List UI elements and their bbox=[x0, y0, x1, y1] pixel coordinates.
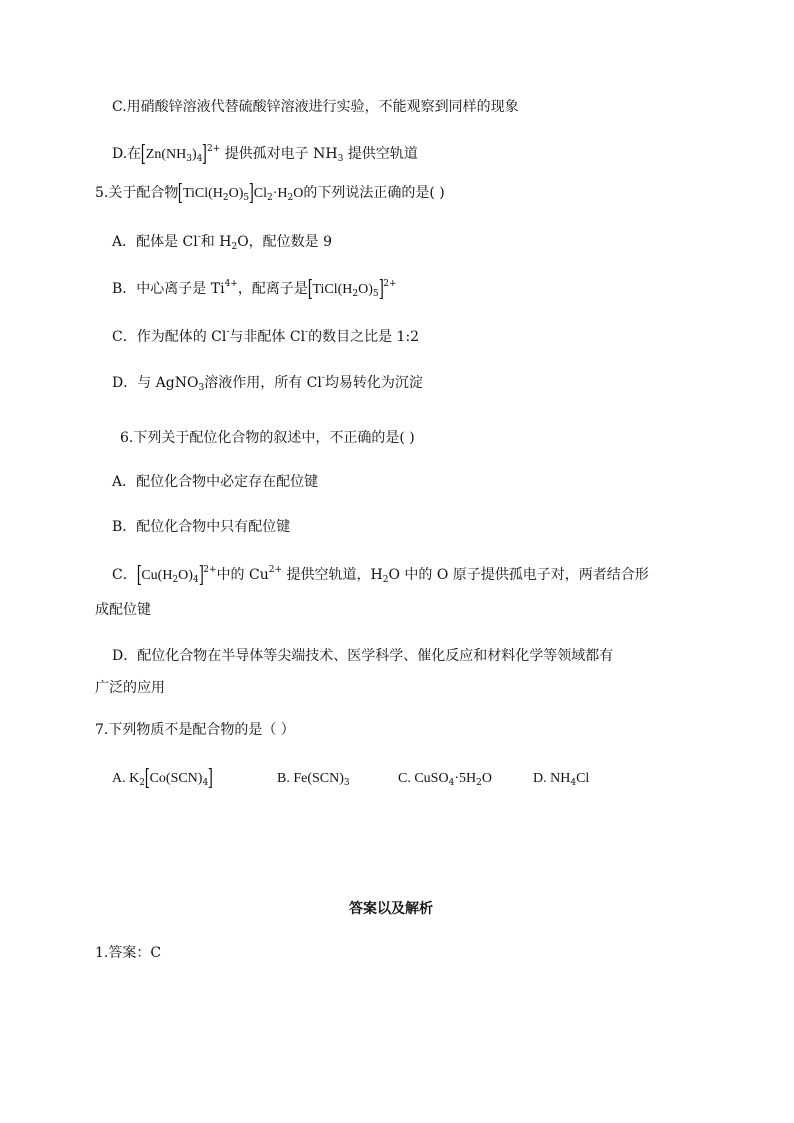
q7-option-c: C. $CuSO_4\cdot 5H_2O$ bbox=[398, 771, 492, 788]
q6-option-c: C．$[Cu(H_2O)_4]^{2+}$中的 $Cu^{2+}$ 提供空轨道，$H_2O$ 中的 O 原子提供孤电子对，两者结合形 bbox=[112, 563, 649, 588]
q7-stem: 7.下列物质不是配合物的是（ ） bbox=[95, 722, 295, 738]
q6-stem: 6.下列关于配位化合物的叙述中，不正确的是( ) bbox=[120, 430, 415, 446]
q6-option-b: B．配位化合物中只有配位键 bbox=[112, 519, 291, 535]
q5-option-b: B．中心离子是 $Ti^{4+}$，配离子是$[TiCl(H_2O)_5]^{2+}$ bbox=[112, 277, 397, 302]
q5-option-c: C．作为配体的 Cl-与非配体 Cl-的数目之比是 1:2 bbox=[112, 327, 420, 345]
q7-option-b: B. $Fe(SCN)_3$ bbox=[277, 771, 350, 788]
q5-stem: 5.关于配合物$[TiCl(H_2O)_5]Cl_2\cdot H_2O$的下列说法正确的是( ) bbox=[95, 181, 445, 206]
answers-heading: 答案以及解析 bbox=[349, 901, 433, 917]
q4-option-c: C.用硝酸锌溶液代替硫酸锌溶液进行实验，不能观察到同样的现象 bbox=[112, 99, 519, 115]
q7-option-d: D. $NH_4Cl$ bbox=[533, 771, 590, 788]
q7-option-a: A. $K_2[Co(SCN)_4]$ bbox=[112, 766, 214, 791]
q6-option-d: D．配位化合物在半导体等尖端技术、医学科学、催化反应和材料化学等领域都有 bbox=[112, 648, 614, 664]
q6-option-c-cont: 成配位键 bbox=[95, 602, 151, 618]
q6-option-d-cont: 广泛的应用 bbox=[95, 680, 165, 696]
q4-option-d: D.在$[Zn(NH_3)_4]^{2+}$ 提供孤对电子 $NH_3$ 提供空轨道 bbox=[112, 142, 418, 167]
q5-option-d: D．与 AgNO$_3$溶液作用，所有 Cl-均易转化为沉淀 bbox=[112, 373, 423, 393]
answer-1: 1.答案：C bbox=[95, 945, 162, 961]
q5-option-a: A．配体是 Cl-和 $H_2O$，配位数是 9 bbox=[112, 232, 333, 252]
q6-option-a: A．配位化合物中必定存在配位键 bbox=[112, 474, 319, 490]
